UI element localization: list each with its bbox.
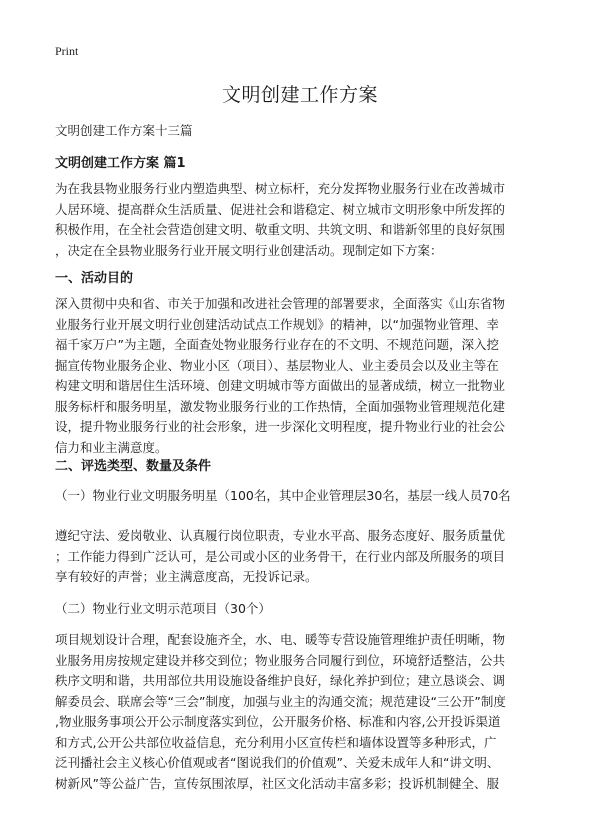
paragraph-line: 遵纪守法、爱岗敬业、认真履行岗位职责，专业水平高、服务态度好、服务质量优: [55, 528, 506, 543]
intro-paragraph: [55, 179, 547, 261]
section-heading-criteria: 二、评选类型、数量及条件: [55, 459, 212, 474]
paragraph-line: 设，提升物业服务行业的社会形象，进一步深化文明程度，提升物业行业的社会公: [55, 419, 506, 434]
model-project-paragraph: [55, 630, 547, 794]
paragraph-line: 构建文明和谐居住生活环境、创建文明城市等方面做出的显著成绩，树立一批物业: [55, 378, 506, 393]
item-title-model-project: （二）物业行业文明示范项目（30个）: [55, 601, 271, 616]
paragraph-line: 信力和业主满意度。: [55, 439, 168, 455]
article-heading: 文明创建工作方案 篇1: [55, 156, 186, 171]
paragraph-line: 和方式,公开公共部位收益信息，充分利用小区宣传栏和墙体设置等多种形式，广: [55, 734, 497, 750]
paragraph-line: 为在我县物业服务行业内塑造典型、树立标杆，充分发挥物业服务行业在改善城市: [55, 181, 506, 196]
paragraph-line: 福千家万户”为主题，全面查处物业服务行业存在的不文明、不规范问题，深入挖: [55, 337, 499, 352]
section-heading-purpose: 一、活动目的: [55, 271, 134, 286]
document-subtitle: 文明创建工作方案十三篇: [55, 123, 193, 138]
paragraph-line: 树新风”等公益广告，宣传氛围浓厚，社区文化活动丰富多彩；投诉机制健全、服: [55, 775, 499, 791]
paragraph-line: ,物业服务事项公开公示制度落实到位，公开服务价格、标准和内容,公开投诉渠道: [55, 714, 501, 729]
paragraph-line: 服务标杆和服务明星，激发物业服务行业的工作热情，全面加强物业管理规范化建: [55, 398, 506, 414]
paragraph-line: 享有较好的声誉；业主满意度高，无投诉记录。: [55, 569, 318, 584]
paragraph-line: 解委员会、联席会等“三会”制度，加强与业主的沟通交流；规范建设“三公开”制度: [55, 693, 506, 709]
print-link[interactable]: Print: [55, 44, 79, 58]
paragraph-line: 深入贯彻中央和省、市关于加强和改进社会管理的部署要求，全面落实《山东省物: [55, 296, 506, 311]
paragraph-line: ，决定在全县物业服务行业开展文明行业创建活动。现制定如下方案：: [55, 242, 443, 258]
paragraph-line: 项目规划设计合理，配套设施齐全，水、电、暖等专营设施管理维护责任明晰，物: [55, 632, 506, 647]
paragraph-line: 秩序文明和谐，共用部位共用设施设备维护良好，绿化养护到位；建立恳谈会、调: [55, 673, 506, 688]
service-star-paragraph: [55, 526, 547, 588]
paragraph-line: 人居环境、提高群众生活质量、促进社会和谐稳定、树立城市文明形象中所发挥的: [55, 201, 506, 217]
paragraph-line: 泛刊播社会主义核心价值观或者“图说我们的价值观”、关爱未成年人和“讲文明、: [55, 755, 500, 770]
paragraph-line: 业服务行业开展文明行业创建活动试点工作规划》的精神，以“加强物业管理、幸: [55, 316, 499, 332]
paragraph-line: 掘宣传物业服务企业、物业小区（项目）、基层物业人、业主委员会以及业主等在: [55, 357, 499, 373]
paragraph-line: ；工作能力得到广泛认可，是公司或小区的业务骨干，在行业内部及所服务的项目: [55, 548, 506, 564]
item-title-service-star: （一）物业行业文明服务明星（100名，其中企业管理层30名，基层一线人员70名: [55, 488, 511, 503]
paragraph-line: 业服务用房按规定建设并移交到位；物业服务合同履行到位，环境舒适整洁，公共: [55, 652, 506, 668]
purpose-paragraph: [55, 294, 547, 458]
page-title: 文明创建工作方案: [221, 84, 378, 106]
paragraph-line: 积极作用，在全社会营造创建文明、敬重文明、共筑文明、和谐新邻里的良好氛围: [55, 222, 506, 237]
